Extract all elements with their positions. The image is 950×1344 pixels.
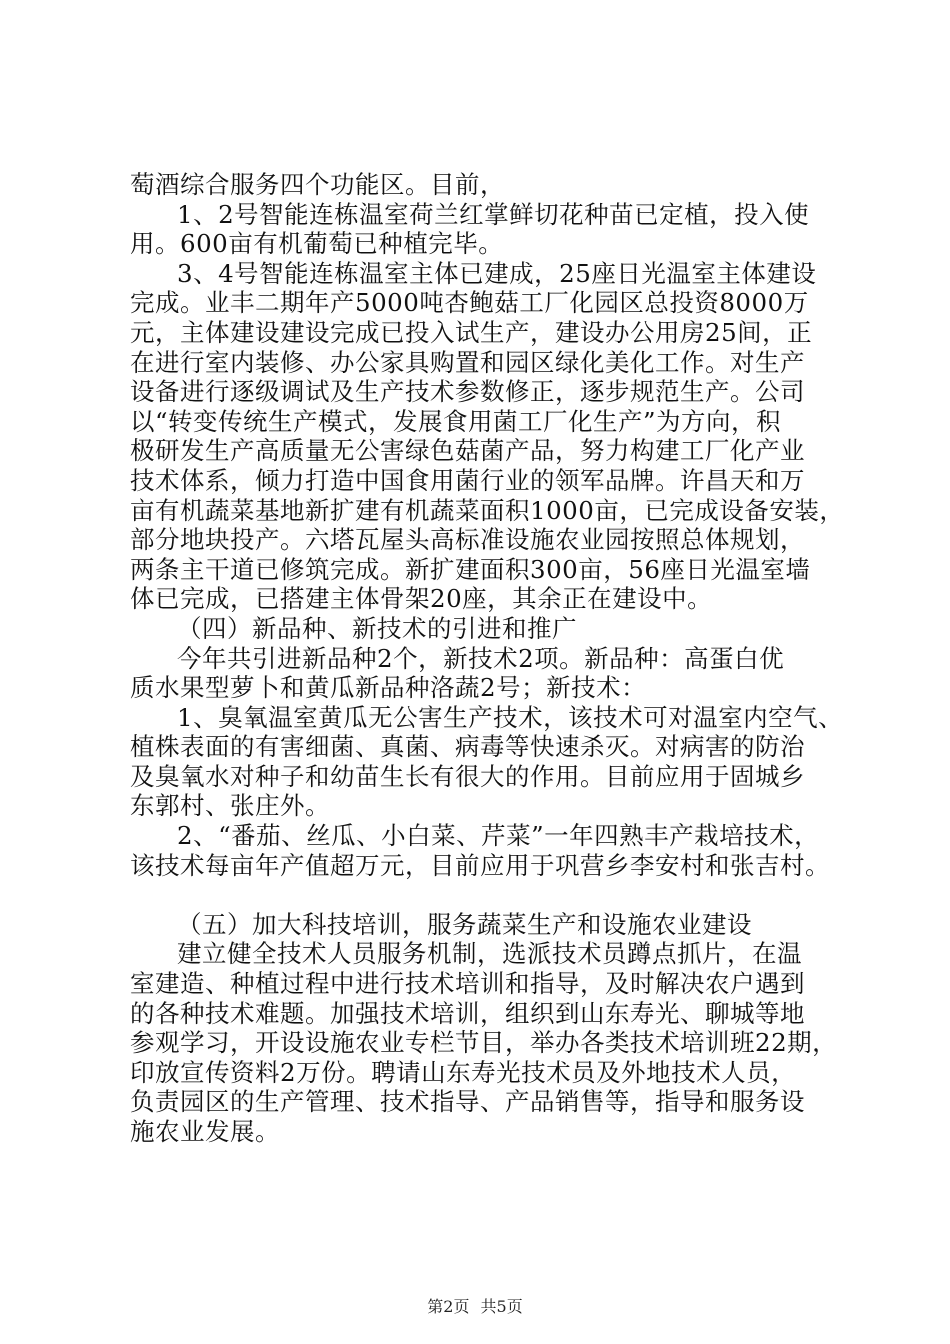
text-line-4: 3、4号智能连栋温室主体已建成，25座日光温室主体建设 [177, 258, 817, 288]
text-line-22: 东郭村、张庄外。 [130, 791, 330, 821]
text-line-5: 完成。业丰二期年产5000吨杏鲍菇工厂化园区总投资8000万 [130, 288, 809, 318]
text-line-28: 室建造、种植过程中进行技术培训和指导，及时解决农户遇到 [130, 969, 805, 999]
text-line-30: 参观学习，开设设施农业专栏节目，举办各类技术培训班22期， [130, 1028, 838, 1058]
page-number: 第2页 [427, 1297, 470, 1316]
text-line-10: 极研发生产高质量无公害绿色菇菌产品，努力构建工厂化产业 [130, 436, 805, 466]
section-heading-5: （五）加大科技培训，服务蔬菜生产和设施农业建设 [177, 909, 752, 939]
text-line-2: 1、2号智能连栋温室荷兰红掌鲜切花种苗已定植，投入使 [177, 199, 810, 229]
text-line-27: 建立健全技术人员服务机制，选派技术员蹲点抓片，在温 [177, 939, 802, 969]
text-line-9: 以“转变传统生产模式，发展食用菌工厂化生产”为方向，积 [130, 406, 782, 436]
text-line-21: 及臭氧水对种子和幼苗生长有很大的作用。目前应用于固城乡 [130, 761, 805, 791]
text-line-12: 亩有机蔬菜基地新扩建有机蔬菜面积1000亩，已完成设备安装， [130, 495, 845, 525]
text-line-7: 在进行室内装修、办公家具购置和园区绿化美化工作。对生产 [130, 347, 805, 377]
text-line-14: 两条主干道已修筑完成。新扩建面积300亩，56座日光温室墙 [130, 554, 811, 584]
blank-line [130, 880, 830, 910]
page-footer [0, 1297, 950, 1317]
text-line-31: 印放宣传资料2万份。聘请山东寿光技术员及外地技术人员， [130, 1057, 797, 1087]
text-line-32: 负责园区的生产管理、技术指导、产品销售等，指导和服务设 [130, 1087, 805, 1117]
text-line-15: 体已完成，已搭建主体骨架20座，其余正在建设中。 [130, 584, 713, 614]
text-line-17: 今年共引进新品种2个，新技术2项。新品种：高蛋白优 [177, 643, 785, 673]
text-line-11: 技术体系，倾力打造中国食用菌行业的领军品牌。许昌天和万 [130, 465, 805, 495]
text-line-23: 2、“番茄、丝瓜、小白菜、芹菜”一年四熟丰产栽培技术， [177, 821, 820, 851]
text-line-8: 设备进行逐级调试及生产技术参数修正，逐步规范生产。公司 [130, 377, 805, 407]
text-line-29: 的各种技术难题。加强技术培训，组织到山东寿光、聊城等地 [130, 998, 805, 1028]
text-line-33: 施农业发展。 [130, 1117, 280, 1146]
text-line-13: 部分地块投产。六塔瓦屋头高标准设施农业园按照总体规划， [130, 525, 805, 555]
page-total: 共5页 [480, 1297, 523, 1316]
document-body [130, 170, 845, 1147]
text-line-6: 元，主体建设建设完成已投入试生产，建设办公用房25间，正 [130, 317, 813, 347]
text-line-3: 用。600亩有机葡萄已种植完毕。 [130, 229, 504, 259]
section-heading-4: （四）新品种、新技术的引进和推广 [177, 613, 577, 643]
text-line-1: 萄酒综合服务四个功能区。目前， [130, 170, 505, 199]
text-line-24: 该技术每亩年产值超万元，目前应用于巩营乡李安村和张吉村。 [130, 850, 830, 880]
text-line-20: 植株表面的有害细菌、真菌、病毒等快速杀灭。对病害的防治 [130, 732, 805, 762]
text-line-18: 质水果型萝卜和黄瓜新品种洛蔬2号；新技术： [130, 673, 647, 703]
text-line-19: 1、臭氧温室黄瓜无公害生产技术，该技术可对温室内空气、 [177, 702, 844, 732]
